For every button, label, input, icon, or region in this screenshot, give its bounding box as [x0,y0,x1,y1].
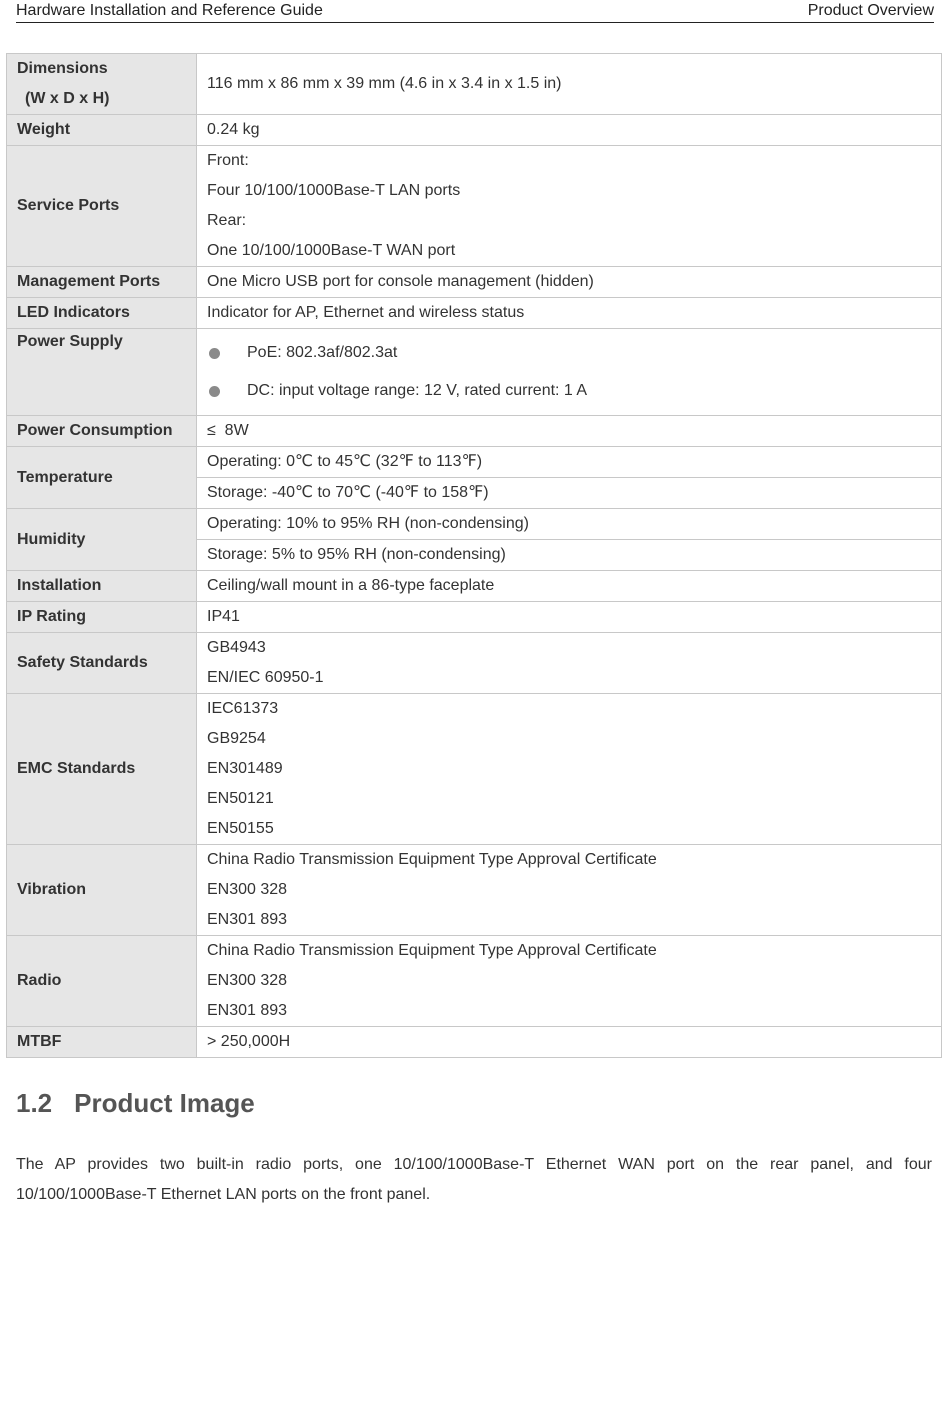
row-label [7,54,197,115]
management-ports-label: Management Ports [7,267,197,298]
installation-label: Installation [7,571,197,602]
row-value [197,509,942,540]
dimensions-label-sub: (W x D x H) [25,90,110,107]
mtbf-label: MTBF [7,1027,197,1058]
power-consumption-value: ≤ 8W [207,422,249,439]
row-value [197,1027,942,1058]
led-indicators-label: LED Indicators [7,298,197,329]
management-ports-value: One Micro USB port for console management (hidden) [207,273,594,290]
ip-rating-value: IP41 [207,608,240,625]
table-row [7,571,942,602]
power-supply-bullet [207,372,931,410]
emc-standard-item: EN50155 [207,820,274,837]
row-value [197,146,942,267]
row-value [197,329,942,416]
power-consumption-label: Power Consumption [7,416,197,447]
emc-standard-item: GB9254 [207,730,266,747]
table-row [7,54,942,115]
table-row [7,845,942,936]
weight-label: Weight [7,115,197,146]
vibration-item: EN300 328 [207,881,288,898]
table-row [7,509,942,540]
dimensions-value: 116 mm x 86 mm x 39 mm (4.6 in x 3.4 in x 1.5 in) [207,75,562,92]
table-row [7,633,942,694]
row-value [197,936,942,1027]
power-supply-poe: PoE: 802.3af/802.3at [247,344,398,361]
service-ports-line: One 10/100/1000Base-T WAN port [207,242,456,259]
section-title: Product Image [74,1088,255,1118]
humidity-label: Humidity [7,509,197,571]
temperature-storage: Storage: -40℃ to 70℃ (-40℉ to 158℉) [207,484,489,501]
humidity-storage: Storage: 5% to 95% RH (non-condensing) [207,546,506,563]
table-row [7,1027,942,1058]
header-chapter-title: Product Overview [807,2,934,19]
section-number: 1.2 [16,1088,53,1118]
service-ports-label: Service Ports [7,146,197,267]
row-value [197,571,942,602]
service-ports-line: Front: [207,152,249,169]
table-row [7,329,942,416]
row-value [197,845,942,936]
led-indicators-value: Indicator for AP, Ethernet and wireless status [207,304,525,321]
vibration-item: EN301 893 [207,911,288,928]
row-value [197,540,942,571]
header-guide-title: Hardware Installation and Reference Guide [16,2,323,19]
vibration-item: China Radio Transmission Equipment Type Approval Certificate [207,851,657,868]
row-value [197,478,942,509]
temperature-operating: Operating: 0℃ to 45℃ (32℉ to 113℉) [207,453,483,470]
temperature-label: Temperature [7,447,197,509]
table-row [7,267,942,298]
row-value [197,267,942,298]
bullet-icon [209,386,220,397]
vibration-label: Vibration [7,845,197,936]
safety-standard-item: EN/IEC 60950-1 [207,669,324,686]
radio-item: China Radio Transmission Equipment Type Approval Certificate [207,942,657,959]
row-value [197,54,942,115]
bullet-icon [209,348,220,359]
emc-standards-label: EMC Standards [7,694,197,845]
body-paragraph: The AP provides two built-in radio ports, one 10/100/1000Base-T Ethernet WAN port on the rear panel, and four 10/100/1000Base-T Ethernet LAN ports on the front panel. [16,1156,932,1203]
table-row [7,602,942,633]
table-row [7,298,942,329]
mtbf-value: > 250,000H [207,1033,291,1050]
section-heading [16,1088,255,1119]
power-supply-dc: DC: input voltage range: 12 V, rated current: 1 A [247,382,588,399]
row-value [197,447,942,478]
table-row [7,115,942,146]
row-value [197,694,942,845]
row-value [197,633,942,694]
table-row [7,447,942,478]
installation-value: Ceiling/wall mount in a 86-type faceplate [207,577,495,594]
radio-label: Radio [7,936,197,1027]
service-ports-line: Four 10/100/1000Base-T LAN ports [207,182,461,199]
ip-rating-label: IP Rating [7,602,197,633]
row-value [197,298,942,329]
radio-item: EN301 893 [207,1002,288,1019]
safety-standard-item: GB4943 [207,639,266,656]
specification-table [6,53,942,1058]
table-row [7,694,942,845]
row-value [197,416,942,447]
table-row [7,146,942,267]
humidity-operating: Operating: 10% to 95% RH (non-condensing) [207,515,529,532]
weight-value: 0.24 kg [207,121,260,138]
table-row [7,416,942,447]
emc-standard-item: EN50121 [207,790,274,807]
page-header [16,0,934,23]
safety-standards-label: Safety Standards [7,633,197,694]
power-supply-bullet [207,334,931,372]
service-ports-line: Rear: [207,212,247,229]
row-value [197,115,942,146]
emc-standard-item: EN301489 [207,760,283,777]
row-value [197,602,942,633]
table-row [7,936,942,1027]
radio-item: EN300 328 [207,972,288,989]
emc-standard-item: IEC61373 [207,700,279,717]
power-supply-label: Power Supply [7,329,197,416]
dimensions-label: Dimensions [17,60,108,77]
